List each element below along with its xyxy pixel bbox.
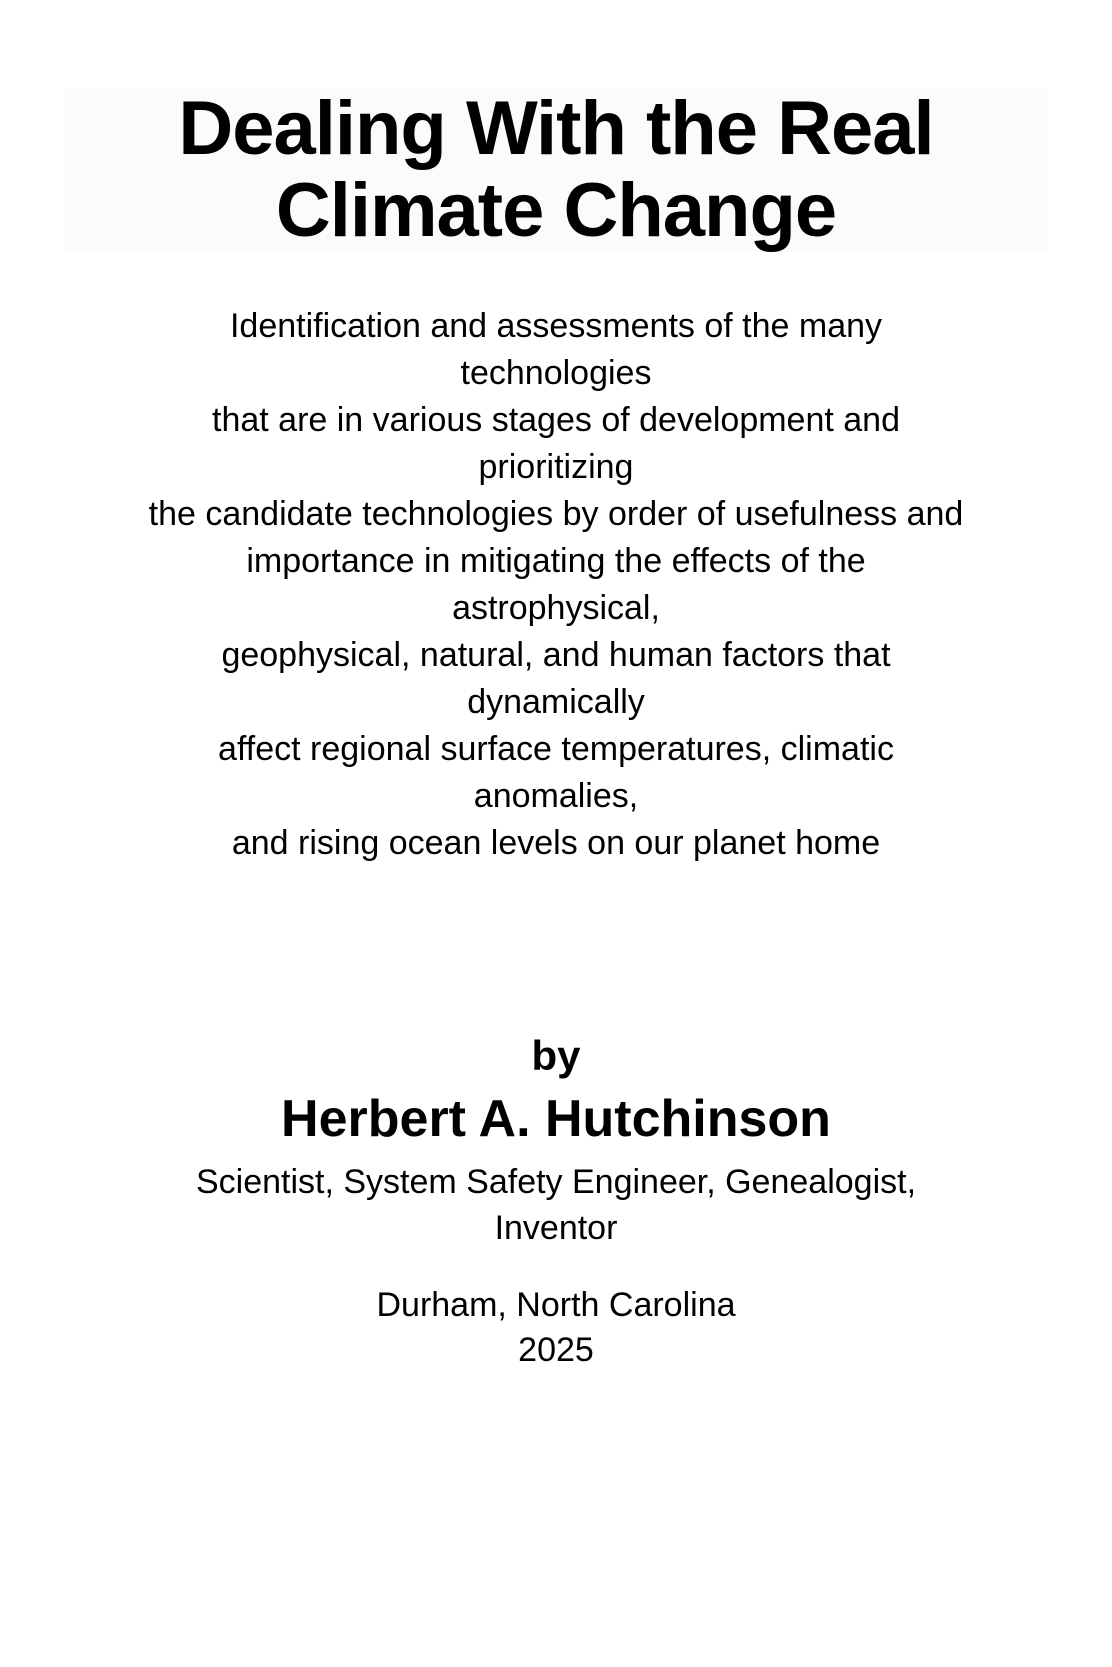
book-subtitle (0, 303, 1112, 867)
subtitle-line: the candidate technologies by order of usefulness and (148, 495, 964, 533)
subtitle-line: Identification and assessments of the many (229, 307, 883, 345)
publication-year: 2025 (518, 1331, 594, 1369)
author-credentials (0, 1159, 1112, 1251)
subtitle-line: technologies (460, 354, 652, 392)
subtitle-line: that are in various stages of development and (212, 401, 900, 439)
subtitle-line: affect regional surface temperatures, climatic (218, 730, 894, 768)
subtitle-line: prioritizing (478, 448, 634, 486)
book-title (64, 88, 1048, 252)
subtitle-line: anomalies, (473, 777, 639, 815)
subtitle-line: dynamically (467, 683, 645, 721)
book-title-line-1: Dealing With the Real (178, 86, 934, 171)
book-title-line-2: Climate Change (275, 168, 837, 253)
credentials-line: Inventor (494, 1209, 618, 1247)
subtitle-line: and rising ocean levels on our planet home (231, 824, 881, 862)
subtitle-line: astrophysical, (452, 589, 660, 627)
author-name: Herbert A. Hutchinson (281, 1090, 831, 1148)
subtitle-line: importance in mitigating the effects of the (246, 542, 866, 580)
subtitle-line: geophysical, natural, and human factors that (221, 636, 891, 674)
publication-info (0, 1283, 1112, 1373)
publication-location: Durham, North Carolina (376, 1286, 736, 1324)
credentials-line: Scientist, System Safety Engineer, Genealogist, (195, 1163, 917, 1201)
by-label: by (531, 1032, 581, 1079)
